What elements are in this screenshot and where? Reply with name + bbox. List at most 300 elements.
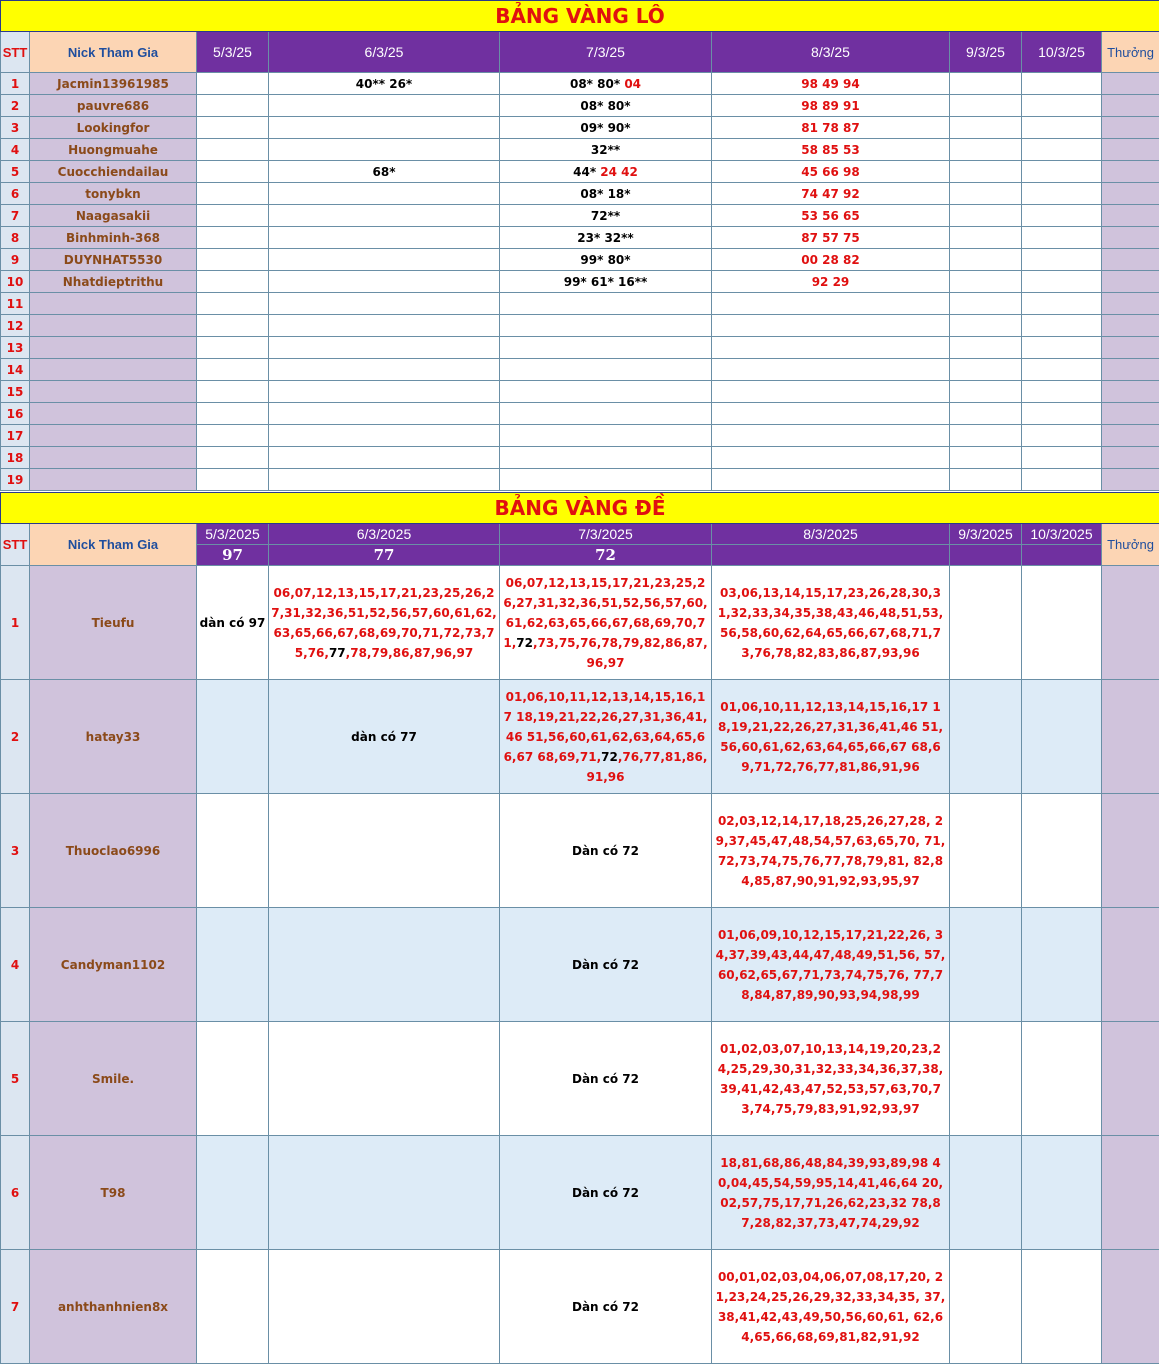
date-cell <box>269 117 500 139</box>
stt-cell: 4 <box>1 908 30 1022</box>
nick-cell: Tieufu <box>30 566 197 680</box>
thuong-cell <box>1102 381 1159 403</box>
table-row <box>1 381 1159 403</box>
date-cell: 58 85 53 <box>712 139 950 161</box>
date-cell <box>1022 205 1102 227</box>
nick-cell <box>30 469 197 491</box>
date-cell <box>500 205 712 227</box>
table-row <box>1 680 1159 794</box>
date-cell <box>500 359 712 381</box>
thuong-cell <box>1102 359 1159 381</box>
table-row <box>1 403 1159 425</box>
thuong-cell <box>1102 680 1159 794</box>
date-cell: Dàn có 72 <box>500 1136 712 1250</box>
date-cell <box>950 566 1022 680</box>
date-cell <box>1022 1022 1102 1136</box>
header-date: 8/3/25 <box>712 32 950 73</box>
date-cell: 00,01,02,03,04,06,07,08,17,20, 21,23,24,25,26,29,32,33,34,35, 37,38,41,42,43,49,50,56,60,61, 62,64,65,66,68,69,81,82,91,92 <box>712 1250 950 1364</box>
stt-cell: 2 <box>1 95 30 117</box>
date-cell <box>197 315 269 337</box>
date-cell <box>197 908 269 1022</box>
date-cell <box>197 425 269 447</box>
nick-cell: Naagasakii <box>30 205 197 227</box>
result-value: 97 <box>197 545 269 566</box>
hit-text: 77 <box>328 645 346 660</box>
date-cell <box>500 183 712 205</box>
nick-cell: anhthanhnien8x <box>30 1250 197 1364</box>
date-cell <box>500 139 712 161</box>
header-date: 7/3/2025 <box>500 524 712 545</box>
thuong-cell <box>1102 139 1159 161</box>
pick-text: 23* 32** <box>577 230 634 245</box>
date-cell <box>950 447 1022 469</box>
date-cell: 01,02,03,07,10,13,14,19,20,23,24,25,29,30,31,32,33,34,36,37,38,39,41,42,43,47,52,53,57,63,70,73,74,75,79,83,91,92,93,97 <box>712 1022 950 1136</box>
pick-text: 09* 90* <box>580 120 631 135</box>
date-cell <box>269 205 500 227</box>
date-cell <box>950 95 1022 117</box>
de-table <box>0 492 1159 1364</box>
nick-cell: Lookingfor <box>30 117 197 139</box>
header-stt: STT <box>1 524 30 566</box>
date-cell <box>712 293 950 315</box>
date-cell <box>197 469 269 491</box>
date-cell <box>197 205 269 227</box>
table-row <box>1 249 1159 271</box>
thuong-cell <box>1102 1136 1159 1250</box>
date-cell <box>1022 95 1102 117</box>
stt-cell: 9 <box>1 249 30 271</box>
date-cell: 74 47 92 <box>712 183 950 205</box>
stt-cell: 19 <box>1 469 30 491</box>
nick-cell: DUYNHAT5530 <box>30 249 197 271</box>
date-cell: dàn có 97 <box>197 566 269 680</box>
date-cell <box>269 908 500 1022</box>
date-cell: Dàn có 72 <box>500 794 712 908</box>
result-value: 77 <box>269 545 500 566</box>
table-row <box>1 1136 1159 1250</box>
stt-cell: 4 <box>1 139 30 161</box>
date-cell <box>950 359 1022 381</box>
date-cell <box>197 271 269 293</box>
date-cell <box>950 227 1022 249</box>
stt-cell: 12 <box>1 315 30 337</box>
header-thuong: Thưởng <box>1102 32 1159 73</box>
table-row <box>1 95 1159 117</box>
stt-cell: 5 <box>1 1022 30 1136</box>
date-cell <box>500 337 712 359</box>
date-cell <box>500 403 712 425</box>
date-cell <box>712 425 950 447</box>
date-cell: 45 66 98 <box>712 161 950 183</box>
date-cell <box>197 293 269 315</box>
header-date: 7/3/25 <box>500 32 712 73</box>
stt-cell: 8 <box>1 227 30 249</box>
date-cell <box>197 381 269 403</box>
date-cell <box>197 249 269 271</box>
date-cell: dàn có 77 <box>269 680 500 794</box>
date-cell <box>950 1250 1022 1364</box>
date-cell <box>1022 117 1102 139</box>
date-cell <box>269 794 500 908</box>
table-row <box>1 183 1159 205</box>
date-cell <box>269 139 500 161</box>
date-cell <box>1022 469 1102 491</box>
date-cell <box>950 161 1022 183</box>
thuong-cell <box>1102 271 1159 293</box>
date-cell <box>950 139 1022 161</box>
nick-cell: Smile. <box>30 1022 197 1136</box>
table-row <box>1 425 1159 447</box>
thuong-cell <box>1102 447 1159 469</box>
table-row <box>1 271 1159 293</box>
date-cell <box>197 359 269 381</box>
date-cell <box>1022 794 1102 908</box>
lo-title: BẢNG VÀNG LÔ <box>1 1 1159 32</box>
stt-cell: 3 <box>1 794 30 908</box>
stt-cell: 5 <box>1 161 30 183</box>
table-row <box>1 139 1159 161</box>
date-cell <box>950 680 1022 794</box>
stt-cell: 10 <box>1 271 30 293</box>
date-cell <box>1022 381 1102 403</box>
date-cell <box>500 271 712 293</box>
date-cell <box>197 95 269 117</box>
stt-cell: 16 <box>1 403 30 425</box>
result-value <box>950 545 1022 566</box>
result-value <box>1022 545 1102 566</box>
date-cell <box>500 566 712 680</box>
thuong-cell <box>1102 293 1159 315</box>
date-cell <box>197 403 269 425</box>
date-cell <box>712 359 950 381</box>
pick-text: 32** <box>590 142 621 157</box>
thuong-cell <box>1102 73 1159 95</box>
number-list: 06,07,12,13,15,17,21,23,25,26,27,31,32,36,51,52,56,57,60,61,62,63,65,66,67,68,69,70,71,72,73,75,76, <box>271 585 497 660</box>
date-cell <box>197 337 269 359</box>
stt-cell: 6 <box>1 183 30 205</box>
date-cell <box>269 403 500 425</box>
thuong-cell <box>1102 249 1159 271</box>
date-cell <box>712 315 950 337</box>
stt-cell: 18 <box>1 447 30 469</box>
date-cell <box>1022 447 1102 469</box>
nick-cell: Candyman1102 <box>30 908 197 1022</box>
thuong-cell <box>1102 227 1159 249</box>
date-cell <box>500 249 712 271</box>
date-cell <box>269 566 500 680</box>
date-cell <box>1022 161 1102 183</box>
header-date: 5/3/25 <box>197 32 269 73</box>
date-cell <box>712 381 950 403</box>
date-cell <box>500 161 712 183</box>
thuong-cell <box>1102 794 1159 908</box>
date-cell <box>1022 908 1102 1022</box>
nick-cell <box>30 315 197 337</box>
date-cell <box>197 183 269 205</box>
date-cell <box>269 95 500 117</box>
date-cell: 01,06,09,10,12,15,17,21,22,26, 34,37,39,43,44,47,48,49,51,56, 57,60,62,65,67,71,73,74,75,76, 77,78,84,87,89,90,93,94,98,99 <box>712 908 950 1022</box>
nick-cell: Binhminh-368 <box>30 227 197 249</box>
date-cell: Dàn có 72 <box>500 1022 712 1136</box>
date-cell <box>1022 73 1102 95</box>
pick-text: 72** <box>590 208 621 223</box>
table-row <box>1 1022 1159 1136</box>
date-cell <box>712 469 950 491</box>
date-cell <box>269 271 500 293</box>
date-cell <box>197 680 269 794</box>
date-cell <box>500 95 712 117</box>
date-cell <box>197 1136 269 1250</box>
header-date: 6/3/25 <box>269 32 500 73</box>
stt-cell: 13 <box>1 337 30 359</box>
pick-text: 99* 80* <box>580 252 631 267</box>
date-cell <box>197 117 269 139</box>
thuong-cell <box>1102 95 1159 117</box>
nick-cell: Huongmuahe <box>30 139 197 161</box>
date-cell <box>197 794 269 908</box>
table-row <box>1 227 1159 249</box>
stt-cell: 3 <box>1 117 30 139</box>
date-cell <box>950 117 1022 139</box>
date-cell <box>950 908 1022 1022</box>
nick-cell <box>30 381 197 403</box>
stt-cell: 6 <box>1 1136 30 1250</box>
date-cell <box>1022 425 1102 447</box>
date-cell <box>1022 271 1102 293</box>
date-cell: 87 57 75 <box>712 227 950 249</box>
header-nick: Nick Tham Gia <box>30 32 197 73</box>
date-cell <box>1022 337 1102 359</box>
table-row <box>1 566 1159 680</box>
date-cell <box>500 227 712 249</box>
thuong-cell <box>1102 908 1159 1022</box>
table-row <box>1 205 1159 227</box>
nick-cell: Cuocchiendailau <box>30 161 197 183</box>
date-cell <box>1022 403 1102 425</box>
header-nick: Nick Tham Gia <box>30 524 197 566</box>
pick-text: 44* <box>573 164 597 179</box>
thuong-cell <box>1102 117 1159 139</box>
stt-cell: 7 <box>1 205 30 227</box>
date-cell <box>1022 315 1102 337</box>
thuong-cell <box>1102 161 1159 183</box>
date-cell <box>269 1136 500 1250</box>
header-thuong: Thưởng <box>1102 524 1159 566</box>
date-cell: 81 78 87 <box>712 117 950 139</box>
nick-cell <box>30 425 197 447</box>
date-cell <box>950 183 1022 205</box>
date-cell <box>500 315 712 337</box>
date-cell: 40** 26* <box>269 73 500 95</box>
nick-cell: T98 <box>30 1136 197 1250</box>
date-cell: Dàn có 72 <box>500 908 712 1022</box>
date-cell <box>950 293 1022 315</box>
table-row <box>1 359 1159 381</box>
pick-text: 08* 18* <box>580 186 631 201</box>
date-cell <box>197 447 269 469</box>
table-row <box>1 293 1159 315</box>
date-cell <box>197 1250 269 1364</box>
header-date: 9/3/25 <box>950 32 1022 73</box>
date-cell <box>269 293 500 315</box>
date-cell <box>500 73 712 95</box>
date-cell <box>269 381 500 403</box>
date-cell <box>950 1136 1022 1250</box>
date-cell <box>950 73 1022 95</box>
date-cell <box>1022 359 1102 381</box>
thuong-cell <box>1102 183 1159 205</box>
thuong-cell <box>1102 337 1159 359</box>
date-cell <box>950 205 1022 227</box>
date-cell <box>197 161 269 183</box>
date-cell: 98 49 94 <box>712 73 950 95</box>
table-row <box>1 447 1159 469</box>
nick-cell <box>30 359 197 381</box>
header-stt: STT <box>1 32 30 73</box>
date-cell <box>269 359 500 381</box>
date-cell <box>1022 183 1102 205</box>
thuong-cell <box>1102 566 1159 680</box>
pick-text: 08* 80* <box>569 76 621 91</box>
date-cell <box>269 315 500 337</box>
date-cell <box>1022 293 1102 315</box>
date-cell: Dàn có 72 <box>500 1250 712 1364</box>
thuong-cell <box>1102 403 1159 425</box>
thuong-cell <box>1102 1022 1159 1136</box>
date-cell: 00 28 82 <box>712 249 950 271</box>
nick-cell: Nhatdieptrithu <box>30 271 197 293</box>
date-cell <box>1022 566 1102 680</box>
date-cell <box>950 249 1022 271</box>
de-title: BẢNG VÀNG ĐỀ <box>1 493 1159 524</box>
date-cell: 68* <box>269 161 500 183</box>
date-cell <box>950 315 1022 337</box>
date-cell <box>269 337 500 359</box>
date-cell <box>269 1250 500 1364</box>
hit-text: 24 42 <box>600 164 638 179</box>
date-cell: 53 56 65 <box>712 205 950 227</box>
date-cell <box>500 117 712 139</box>
table-row <box>1 337 1159 359</box>
table-row <box>1 161 1159 183</box>
date-cell <box>269 447 500 469</box>
date-cell <box>197 1022 269 1136</box>
lo-table <box>0 0 1159 491</box>
date-cell <box>197 73 269 95</box>
thuong-cell <box>1102 205 1159 227</box>
number-list: ,78,79,86,87,96,97 <box>345 645 474 660</box>
date-cell <box>500 381 712 403</box>
stt-cell: 15 <box>1 381 30 403</box>
date-cell <box>950 469 1022 491</box>
nick-cell <box>30 337 197 359</box>
date-cell <box>712 447 950 469</box>
date-cell <box>269 1022 500 1136</box>
table-row <box>1 908 1159 1022</box>
stt-cell: 2 <box>1 680 30 794</box>
stt-cell: 11 <box>1 293 30 315</box>
pick-text: 08* 80* <box>580 98 631 113</box>
date-cell <box>500 425 712 447</box>
stt-cell: 1 <box>1 566 30 680</box>
date-cell <box>950 337 1022 359</box>
thuong-cell <box>1102 315 1159 337</box>
nick-cell: Jacmin13961985 <box>30 73 197 95</box>
number-list: 01,06,10,11,12,13,14,15,16,17 18,19,21,22,26,27,31,36,41,46 51,56,60,61,62,63,64,65,66,67 68,69,71, <box>503 689 708 764</box>
date-cell <box>950 1022 1022 1136</box>
header-date: 10/3/2025 <box>1022 524 1102 545</box>
result-value: 72 <box>500 545 712 566</box>
date-cell <box>712 403 950 425</box>
nick-cell <box>30 447 197 469</box>
table-row <box>1 1250 1159 1364</box>
date-cell: 92 29 <box>712 271 950 293</box>
stt-cell: 17 <box>1 425 30 447</box>
date-cell <box>950 381 1022 403</box>
date-cell: 01,06,10,11,12,13,14,15,16,17 18,19,21,22,26,27,31,36,41,46 51,56,60,61,62,63,64,65,66,67 68,69,71,72,76,77,81,86,91,96 <box>712 680 950 794</box>
date-cell <box>1022 139 1102 161</box>
header-date: 10/3/25 <box>1022 32 1102 73</box>
stt-cell: 14 <box>1 359 30 381</box>
date-cell <box>1022 1136 1102 1250</box>
number-list: ,73,75,76,78,79,82,86,87,96,97 <box>533 635 708 670</box>
hit-text: 72 <box>516 635 533 650</box>
table-row <box>1 315 1159 337</box>
date-cell <box>950 425 1022 447</box>
header-date: 6/3/2025 <box>269 524 500 545</box>
date-cell: 18,81,68,86,48,84,39,93,89,98 40,04,45,54,59,95,14,41,46,64 20,02,57,75,17,71,26,62,23,32 78,87,28,82,37,73,47,74,29,92 <box>712 1136 950 1250</box>
date-cell <box>197 227 269 249</box>
result-value <box>712 545 950 566</box>
thuong-cell <box>1102 469 1159 491</box>
date-cell <box>269 183 500 205</box>
date-cell <box>269 425 500 447</box>
nick-cell: hatay33 <box>30 680 197 794</box>
table-row <box>1 794 1159 908</box>
date-cell <box>1022 227 1102 249</box>
thuong-cell <box>1102 425 1159 447</box>
date-cell: 98 89 91 <box>712 95 950 117</box>
date-cell <box>712 337 950 359</box>
date-cell <box>950 794 1022 908</box>
hit-text: 04 <box>624 76 642 91</box>
header-date: 9/3/2025 <box>950 524 1022 545</box>
nick-cell: Thuoclao6996 <box>30 794 197 908</box>
nick-cell <box>30 403 197 425</box>
date-cell <box>950 403 1022 425</box>
thuong-cell <box>1102 1250 1159 1364</box>
stt-cell: 1 <box>1 73 30 95</box>
nick-cell: tonybkn <box>30 183 197 205</box>
hit-text: 72 <box>601 749 618 764</box>
date-cell <box>500 293 712 315</box>
date-cell: 03,06,13,14,15,17,23,26,28,30,31,32,33,34,35,38,43,46,48,51,53,56,58,60,62,64,65,66,67,68,71,73,76,78,82,83,86,87,93,96 <box>712 566 950 680</box>
date-cell <box>1022 680 1102 794</box>
stt-cell: 7 <box>1 1250 30 1364</box>
table-row <box>1 117 1159 139</box>
nick-cell <box>30 293 197 315</box>
pick-text: 99* 61* 16** <box>563 274 648 289</box>
date-cell <box>269 469 500 491</box>
table-row <box>1 73 1159 95</box>
date-cell <box>269 249 500 271</box>
date-cell <box>500 447 712 469</box>
header-date: 8/3/2025 <box>712 524 950 545</box>
date-cell <box>197 139 269 161</box>
header-date: 5/3/2025 <box>197 524 269 545</box>
date-cell: 02,03,12,14,17,18,25,26,27,28, 29,37,45,47,48,54,57,63,65,70, 71,72,73,74,75,76,77,78,79,81, 82,84,85,87,90,91,92,93,95,97 <box>712 794 950 908</box>
number-list: ,76,77,81,86,91,96 <box>586 749 708 784</box>
